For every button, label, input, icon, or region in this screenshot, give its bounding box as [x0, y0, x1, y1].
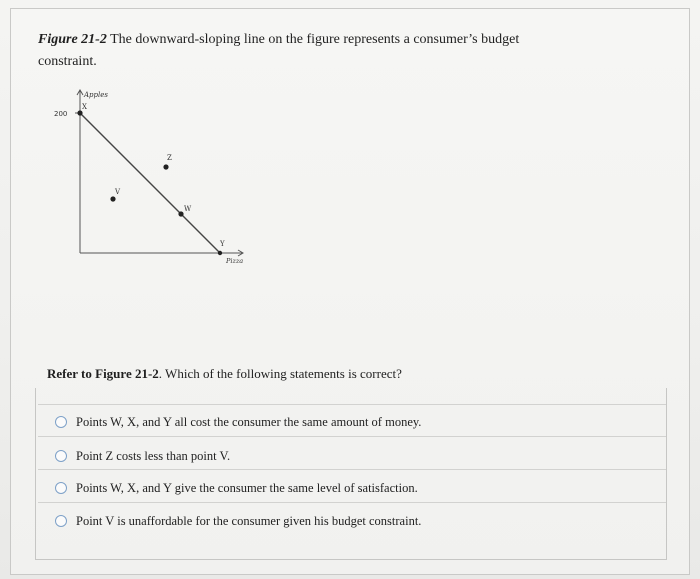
option-label: Points W, X, and Y give the consumer the same level of satisfaction.: [76, 480, 418, 495]
y-intercept-label: 200: [54, 110, 68, 118]
option-label: Point V is unaffordable for the consumer given his budget constraint.: [76, 513, 422, 528]
answer-option-4[interactable]: [55, 510, 615, 532]
prompt-figure-reference: Refer to Figure 21-2: [47, 366, 159, 381]
answer-option-2[interactable]: [55, 445, 615, 467]
question-prompt: [47, 366, 402, 382]
answer-option-3[interactable]: [55, 477, 615, 499]
question-text: [38, 29, 558, 73]
option-label: Points W, X, and Y all cost the consumer the same amount of money.: [76, 414, 422, 429]
divider: [38, 469, 666, 470]
option-label: Point Z costs less than point V.: [76, 448, 231, 463]
radio-button[interactable]: [55, 482, 67, 494]
prompt-text: . Which of the following statements is correct?: [158, 366, 402, 381]
divider: [38, 436, 666, 437]
point-x-label: X: [82, 103, 87, 111]
y-axis-label: Apples: [84, 91, 108, 99]
point-z-marker: [163, 164, 168, 169]
point-w-label: W: [184, 205, 192, 213]
budget-line: [80, 113, 220, 253]
point-w-marker: [178, 211, 183, 216]
radio-button[interactable]: [55, 416, 67, 428]
point-z-label: Z: [167, 154, 172, 162]
x-axis-label: Pizza: [226, 257, 244, 265]
divider: [38, 404, 666, 405]
point-v-label: V: [115, 188, 121, 196]
radio-button[interactable]: [55, 515, 67, 527]
budget-constraint-figure: [50, 85, 260, 275]
point-y-label: Y: [220, 240, 225, 248]
divider: [38, 502, 666, 503]
point-x-marker: [77, 110, 82, 115]
answer-option-1[interactable]: [55, 411, 615, 433]
figure-reference: Figure 21-2: [38, 32, 107, 47]
question-text-line1: The downward-sloping line on the figure represents a consumer’s budget: [106, 32, 520, 47]
point-v-marker: [110, 196, 115, 201]
radio-button[interactable]: [55, 450, 67, 462]
point-y-marker: [218, 251, 222, 255]
question-text-line2: constraint.: [38, 54, 97, 69]
